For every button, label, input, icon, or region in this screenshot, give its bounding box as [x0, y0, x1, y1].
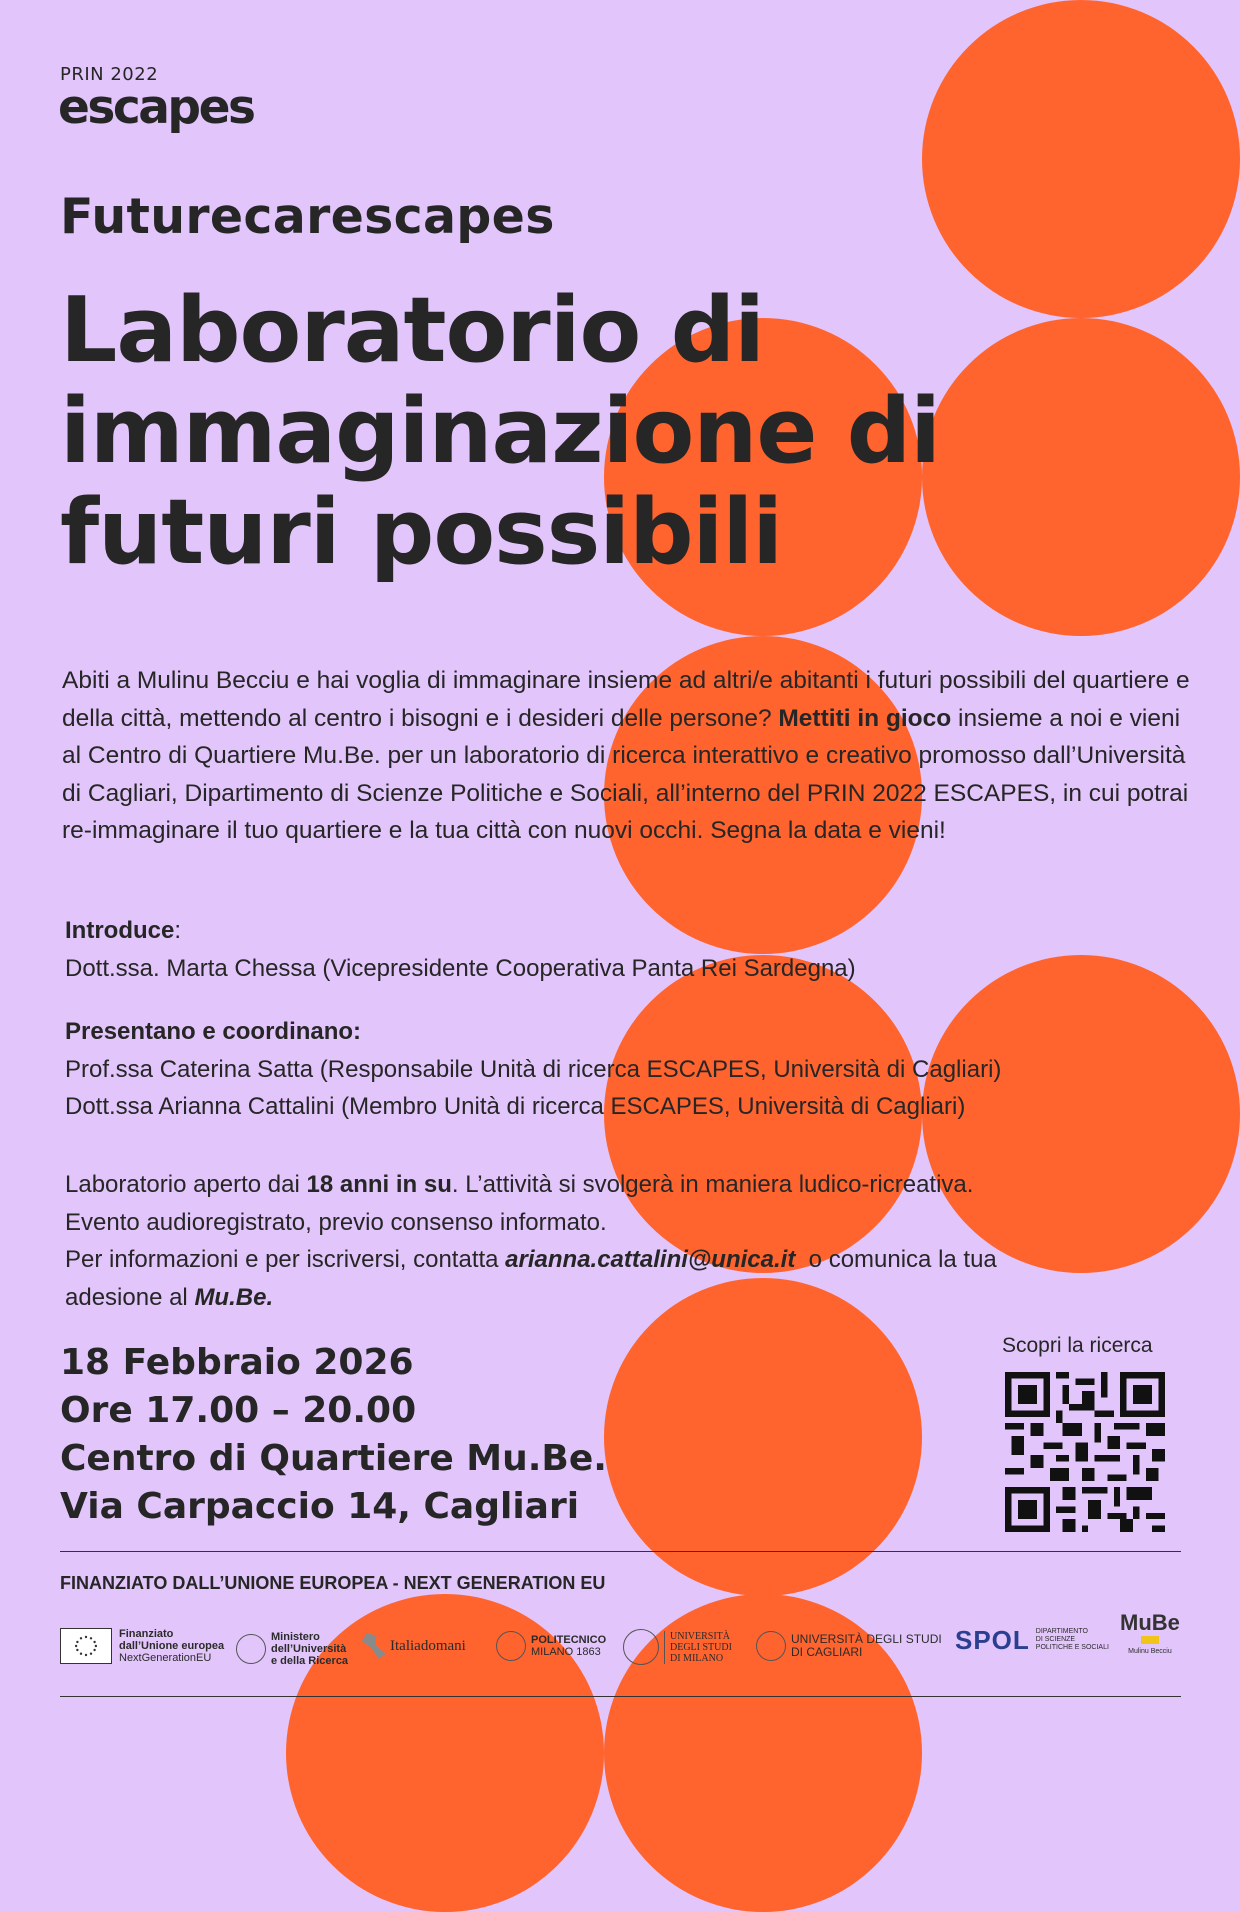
qr-code-icon[interactable] — [1005, 1372, 1165, 1532]
mur-logo: Ministero dell’Università e della Ricerca — [236, 1631, 348, 1667]
eu-logo: Finanziato dall’Unione europea NextGenerationEU — [60, 1628, 224, 1664]
intro-text-2: insieme a noi e vieni al Centro di Quartiere Mu.Be. per un laboratorio di ricerca interattivo e creativo promosso dall’Università di Cagliari, Dipartimento di Scienze Politiche e Sociali, all’interno del PRIN 2022 ESCAPES, in cui potrai re-immaginare il tuo quartiere e la tua città con nuovi occhi. Segna la data e vieni! — [62, 704, 1189, 844]
headline-line-2: immaginazione di — [60, 379, 941, 484]
intro-paragraph — [62, 662, 1192, 850]
coordinators-heading: Presentano e coordinano: — [65, 1018, 362, 1045]
unica-logo: UNIVERSITÀ DEGLI STUDI DI CAGLIARI — [756, 1631, 942, 1661]
recording-info: Evento audioregistrato, previo consenso informato. — [65, 1208, 607, 1236]
polimi-logo: POLITECNICO MILANO 1863 — [496, 1631, 606, 1661]
event-details — [60, 1339, 607, 1531]
coordinator-2: Dott.ssa Arianna Cattalini (Membro Unità di ricerca ESCAPES, Università di Cagliari) — [65, 1093, 966, 1120]
decor-circle-1 — [922, 0, 1240, 318]
unimi-seal-icon — [623, 1629, 659, 1665]
italy-map-icon — [362, 1633, 386, 1659]
event-address: Via Carpaccio 14, Cagliari — [60, 1486, 580, 1527]
unica-seal-icon — [756, 1631, 786, 1661]
contact-email[interactable]: arianna.cattalini@unica.it — [505, 1246, 796, 1273]
headline-line-1: Laboratorio di — [60, 278, 764, 383]
intro-text-1: Abiti a Mulinu Becciu e hai voglia di immaginare insieme ad altri/e abitanti i futuri possibili del quartiere e della città, mettendo al centro i bisogni e i desideri delle persone? — [62, 667, 1190, 732]
coordinators-section — [65, 1013, 1001, 1126]
coordinator-1: Prof.ssa Caterina Satta (Responsabile Unità di ricerca ESCAPES, Università di Cagliari) — [65, 1055, 1002, 1083]
funding-title: FINANZIATO DALL’UNIONE EUROPEA - NEXT GENERATION EU — [60, 1573, 606, 1593]
contact-info-end: adesione al Mu.Be. — [65, 1283, 274, 1311]
project-title: Futurecarescapes — [60, 188, 555, 245]
age-info: Laboratorio aperto dai 18 anni in su. L’attività si svolgerà in maniera ludico-ricreativa. — [65, 1171, 974, 1198]
eu-flag-icon — [60, 1628, 112, 1664]
event-date: 18 Febbraio 2026 — [60, 1342, 414, 1383]
contact-info: Per informazioni e per iscriversi, contatta arianna.cattalini@unica.it o comunica la tua — [65, 1246, 997, 1273]
info-section — [65, 1166, 997, 1316]
footer-divider-top — [60, 1551, 1181, 1552]
event-venue: Centro di Quartiere Mu.Be. — [60, 1438, 607, 1479]
polimi-seal-icon — [496, 1631, 526, 1661]
headline-line-3: futuri possibili — [60, 480, 783, 585]
italiadomani-logo: Italiadomani — [362, 1633, 466, 1659]
intro-emphasis: Mettiti in gioco — [778, 704, 952, 732]
introduce-person: Dott.ssa. Marta Chessa (Vicepresidente Cooperativa Panta Rei Sardegna) — [65, 954, 856, 982]
introduce-heading: Introduce — [65, 917, 175, 944]
main-headline — [60, 280, 1160, 583]
unimi-logo: UNIVERSITÀ DEGLI STUDI DI MILANO — [623, 1629, 732, 1665]
escapes-logo: escapes — [58, 80, 254, 135]
decor-circle-7 — [604, 1278, 922, 1596]
introduce-section: Introduce: Dott.ssa. Marta Chessa (Vicepresidente Cooperativa Panta Rei Sardegna) — [65, 912, 856, 987]
mube-logo: MuBe Mulinu Becciu — [1120, 1610, 1180, 1655]
qr-label: Scopri la ricerca — [1002, 1334, 1153, 1357]
mur-seal-icon — [236, 1634, 266, 1664]
spol-logo: SPOL DIPARTIMENTO DI SCIENZE POLITICHE E SOCIALI — [955, 1625, 1109, 1655]
footer-divider-bottom — [60, 1696, 1181, 1697]
mube-mark-icon — [1141, 1636, 1159, 1644]
program-label: PRIN 2022 — [60, 64, 159, 85]
event-time: Ore 17.00 – 20.00 — [60, 1390, 417, 1431]
